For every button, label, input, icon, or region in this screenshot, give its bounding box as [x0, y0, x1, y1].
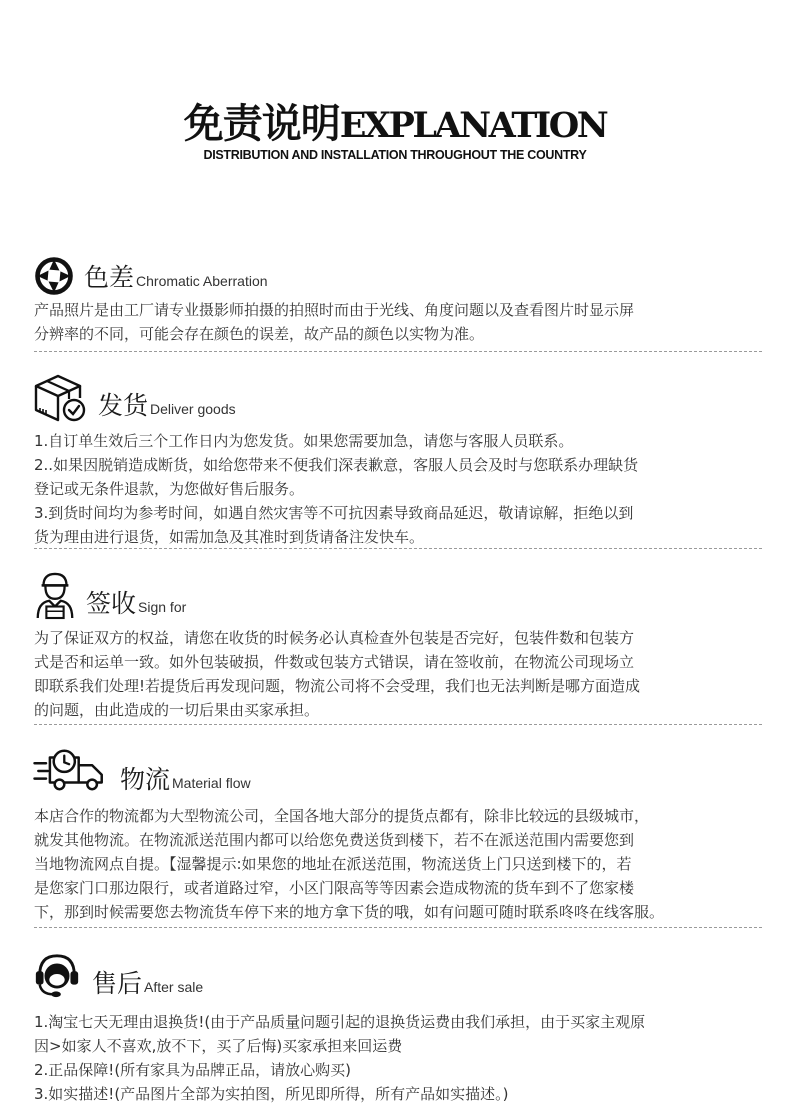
- headset-support-icon: [32, 950, 82, 1000]
- body-line: 的问题，由此造成的一切后果由买家承担。: [34, 701, 320, 719]
- body-line: 是您家门口那边限行，或者道路过窄，小区门限高等等因素会造成物流的货车到不了您家楼: [34, 879, 635, 897]
- section-divider: [34, 724, 762, 725]
- section-title: [92, 964, 203, 1000]
- page-title-cn: 免责说明: [183, 101, 340, 147]
- package-check-icon: [32, 372, 88, 424]
- section-body: [34, 298, 784, 346]
- aperture-icon: [32, 254, 76, 298]
- body-line: 式是否和运单一致。如外包装破损，件数或包装方式错误，请在签收前，在物流公司现场立: [34, 653, 635, 671]
- page-subtitle: DISTRIBUTION AND INSTALLATION THROUGHOUT THE COUNTRY: [203, 148, 587, 162]
- body-line: 1.淘宝七天无理由退换货!(由于产品质量问题引起的退换货运费由我们承担，由于买家主观原: [34, 1013, 646, 1031]
- section-chromatic-aberration: [0, 252, 790, 343]
- body-line: 分辨率的不同，可能会存在颜色的误差，故产品的颜色以实物为准。: [34, 325, 485, 343]
- body-line: 登记或无条件退款，为您做好售后服务。: [34, 480, 305, 498]
- body-line: 因>如家人不喜欢,放不下，买了后悔)买家承担来回运费: [34, 1037, 403, 1055]
- section-divider: [34, 351, 762, 352]
- section-sign-for: [0, 570, 790, 719]
- body-line: 当地物流网点自提。【湿馨提示:如果您的地址在派送范围，物流送货上门只送到楼下的，若: [34, 855, 632, 873]
- body-line: 2.正品保障!(所有家具为品牌正品，请放心购买): [34, 1061, 352, 1079]
- section-title-en: Material flow: [172, 775, 251, 791]
- section-divider: [34, 927, 762, 928]
- body-line: 3.如实描述!(产品图片全部为实拍图，所见即所得，所有产品如实描述。): [34, 1085, 509, 1103]
- page-title: [0, 92, 790, 149]
- section-deliver-goods: [0, 372, 790, 546]
- section-title-en: Sign for: [138, 599, 187, 615]
- body-line: 3.到货时间均为参考时间，如遇自然灾害等不可抗因素导致商品延迟，敬请谅解，拒绝以到: [34, 504, 634, 522]
- section-title-en: Chromatic Aberration: [136, 273, 268, 289]
- section-title-cn: 物流: [120, 765, 171, 794]
- section-title: [98, 386, 236, 422]
- body-line: 本店合作的物流都为大型物流公司，全国各地大部分的提货点都有，除非比较远的县级城市，: [34, 807, 650, 825]
- section-header: [0, 950, 790, 998]
- section-material-flow: [0, 744, 790, 921]
- section-header: [0, 570, 790, 618]
- section-header: [0, 372, 790, 420]
- body-line: 即联系我们处理!若提货后再发现问题，物流公司将不会受理，我们也无法判断是哪方面造成: [34, 677, 641, 695]
- body-line: 产品照片是由工厂请专业摄影师拍摄的拍照时而由于光线、角度问题以及查看图片时显示屏: [34, 301, 635, 319]
- section-title: [86, 584, 186, 620]
- section-header: [0, 252, 790, 300]
- body-line: 2..如果因脱销造成断货，如给您带来不便我们深表歉意，客服人员会及时与您联系办理缺货: [34, 456, 639, 474]
- courier-icon: [32, 570, 78, 620]
- section-header: [0, 744, 790, 792]
- section-divider: [34, 548, 762, 549]
- body-line: 就发其他物流。在物流派送范围内都可以给您免费送货到楼下，若不在派送范围内需要您到: [34, 831, 635, 849]
- body-line: 货为理由进行退货，如需加急及其准时到货请备注发快车。: [34, 528, 425, 546]
- section-body: [34, 1010, 784, 1106]
- section-title-cn: 签收: [86, 589, 137, 618]
- section-title-cn: 发货: [98, 391, 149, 420]
- section-after-sale: [0, 950, 790, 1103]
- page-title-en: EXPLANATION: [339, 105, 607, 146]
- body-line: 1.自订单生效后三个工作日内为您发货。如果您需要加急，请您与客服人员联系。: [34, 432, 574, 450]
- section-title-en: After sale: [144, 979, 204, 995]
- body-line: 下，那到时候需要您去物流货车停下来的地方拿下货的哦，如有问题可随时联系咚咚在线客服。: [34, 903, 665, 921]
- section-title-cn: 色差: [84, 263, 135, 292]
- fast-delivery-truck-icon: [32, 746, 110, 794]
- section-title-cn: 售后: [92, 969, 143, 998]
- section-body: [34, 429, 784, 549]
- section-title-en: Deliver goods: [150, 401, 236, 417]
- section-title: [120, 760, 251, 796]
- section-body: [34, 626, 784, 722]
- section-title: [84, 258, 268, 294]
- section-body: [34, 804, 784, 924]
- body-line: 为了保证双方的权益，请您在收货的时候务必认真检查外包装是否完好，包装件数和包装方: [34, 629, 635, 647]
